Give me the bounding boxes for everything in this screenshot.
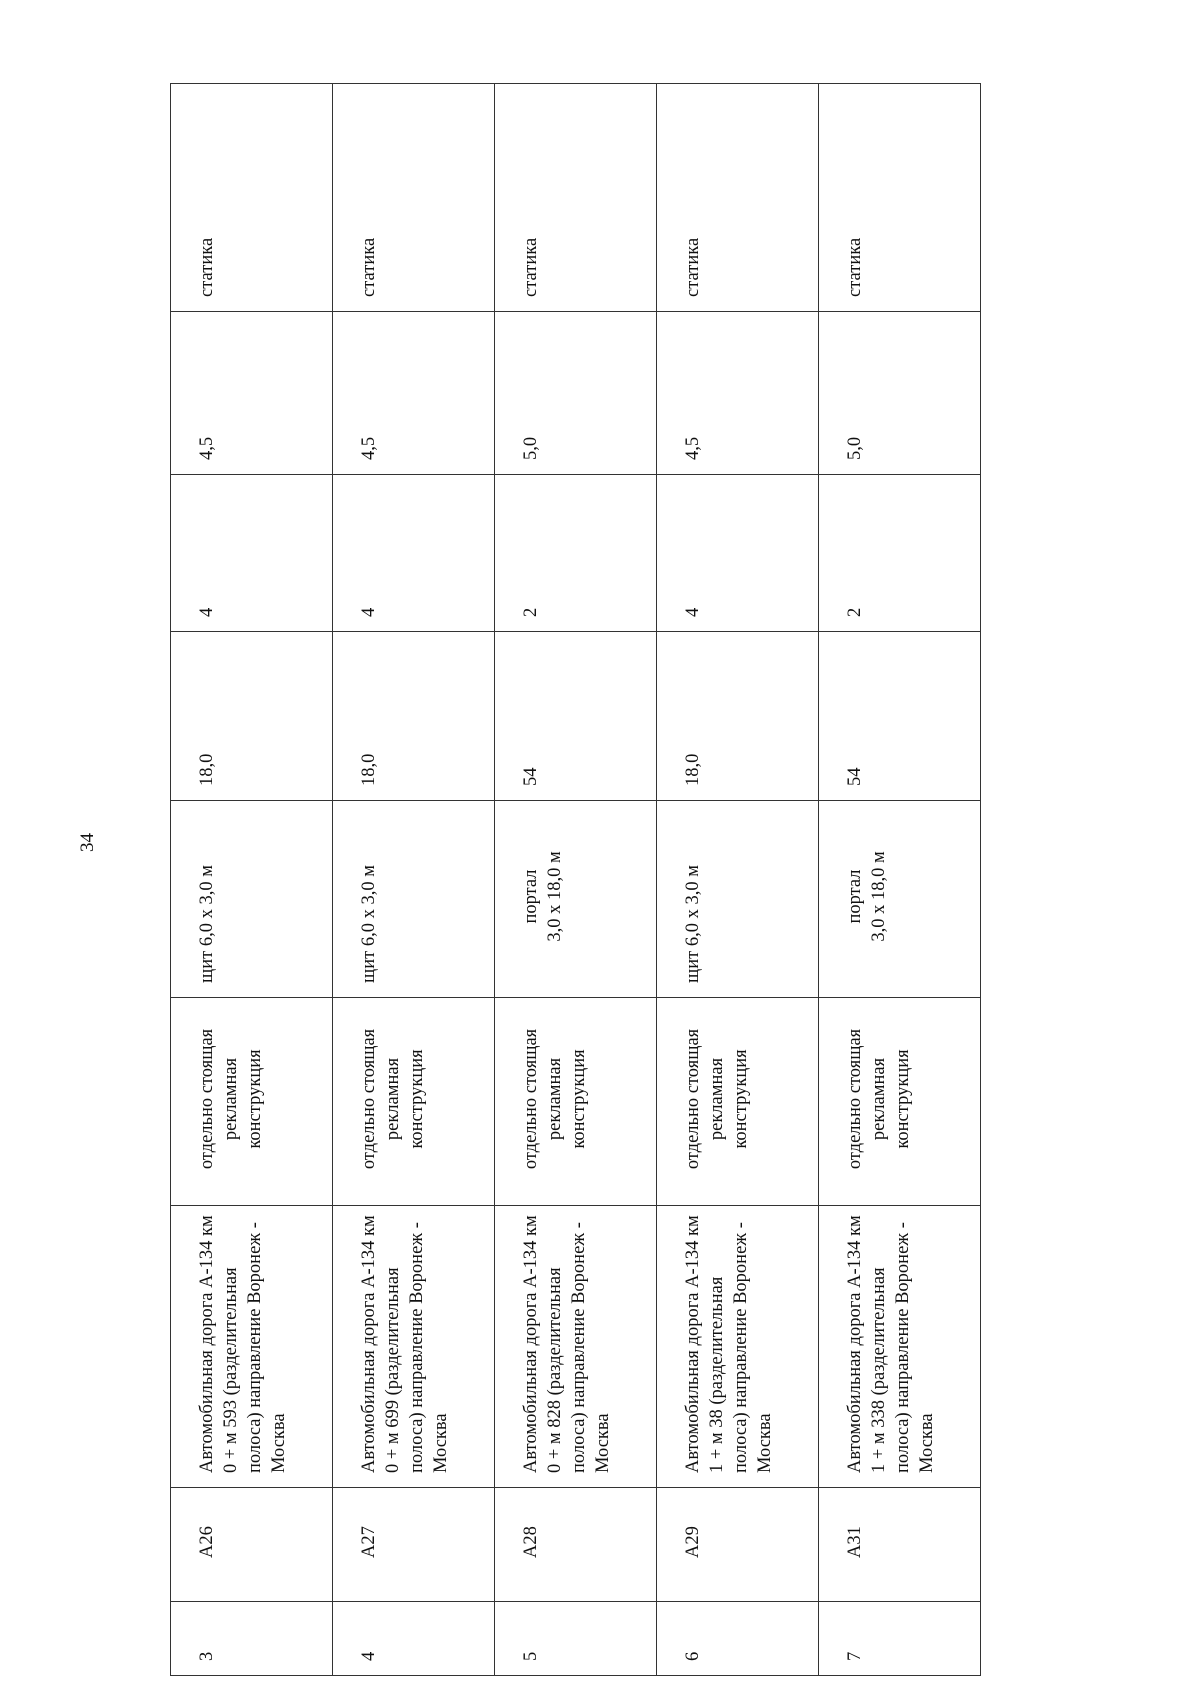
display-kind-cell: статика — [819, 84, 981, 312]
display-kind-cell: статика — [171, 84, 333, 312]
structure-type-cell: отдельно стоящая рекламная конструкция — [495, 998, 657, 1206]
term-cell: 5,0 — [819, 312, 981, 475]
area-cell: 54 — [495, 632, 657, 801]
location-cell: Автомобильная дорога А-134 км 1 + м 38 (разделительная полоса) направление Воронеж - Москва — [657, 1206, 819, 1488]
structure-code-cell: А26 — [171, 1488, 333, 1602]
sides-cell: 2 — [819, 475, 981, 632]
table-row — [171, 84, 333, 1676]
area-cell: 18,0 — [333, 632, 495, 801]
area-cell: 18,0 — [657, 632, 819, 801]
sides-cell: 4 — [333, 475, 495, 632]
row-number-cell: 4 — [333, 1602, 495, 1676]
table-row — [333, 84, 495, 1676]
format-cell: щит 6,0 х 3,0 м — [171, 801, 333, 998]
display-kind-cell: статика — [657, 84, 819, 312]
structure-type-cell: отдельно стоящая рекламная конструкция — [333, 998, 495, 1206]
structure-code-cell: А28 — [495, 1488, 657, 1602]
location-cell: Автомобильная дорога А-134 км 0 + м 828 (разделительная полоса) направление Воронеж - Москва — [495, 1206, 657, 1488]
row-number-cell: 7 — [819, 1602, 981, 1676]
structure-type-cell: отдельно стоящая рекламная конструкция — [657, 998, 819, 1206]
area-cell: 54 — [819, 632, 981, 801]
structure-type-cell: отдельно стоящая рекламная конструкция — [819, 998, 981, 1206]
structure-code-cell: А31 — [819, 1488, 981, 1602]
advertising-structures-table — [170, 83, 981, 1676]
table-row — [657, 84, 819, 1676]
display-kind-cell: статика — [333, 84, 495, 312]
sides-cell: 4 — [171, 475, 333, 632]
location-cell: Автомобильная дорога А-134 км 0 + м 699 (разделительная полоса) направление Воронеж - Москва — [333, 1206, 495, 1488]
structure-type-cell: отдельно стоящая рекламная конструкция — [171, 998, 333, 1206]
format-cell: щит 6,0 х 3,0 м — [333, 801, 495, 998]
structure-code-cell: А27 — [333, 1488, 495, 1602]
format-cell: портал 3,0 х 18,0 м — [819, 801, 981, 998]
format-cell: щит 6,0 х 3,0 м — [657, 801, 819, 998]
row-number-cell: 5 — [495, 1602, 657, 1676]
row-number-cell: 6 — [657, 1602, 819, 1676]
sides-cell: 2 — [495, 475, 657, 632]
area-cell: 18,0 — [171, 632, 333, 801]
location-cell: Автомобильная дорога А-134 км 1 + м 338 (разделительная полоса) направление Воронеж - Москва — [819, 1206, 981, 1488]
page-number: 34 — [77, 833, 98, 852]
location-cell: Автомобильная дорога А-134 км 0 + м 593 (разделительная полоса) направление Воронеж - Москва — [171, 1206, 333, 1488]
display-kind-cell: статика — [495, 84, 657, 312]
term-cell: 5,0 — [495, 312, 657, 475]
term-cell: 4,5 — [333, 312, 495, 475]
sides-cell: 4 — [657, 475, 819, 632]
term-cell: 4,5 — [171, 312, 333, 475]
row-number-cell: 3 — [171, 1602, 333, 1676]
table-row — [495, 84, 657, 1676]
term-cell: 4,5 — [657, 312, 819, 475]
structure-code-cell: А29 — [657, 1488, 819, 1602]
format-cell: портал 3,0 х 18,0 м — [495, 801, 657, 998]
table-row — [819, 84, 981, 1676]
